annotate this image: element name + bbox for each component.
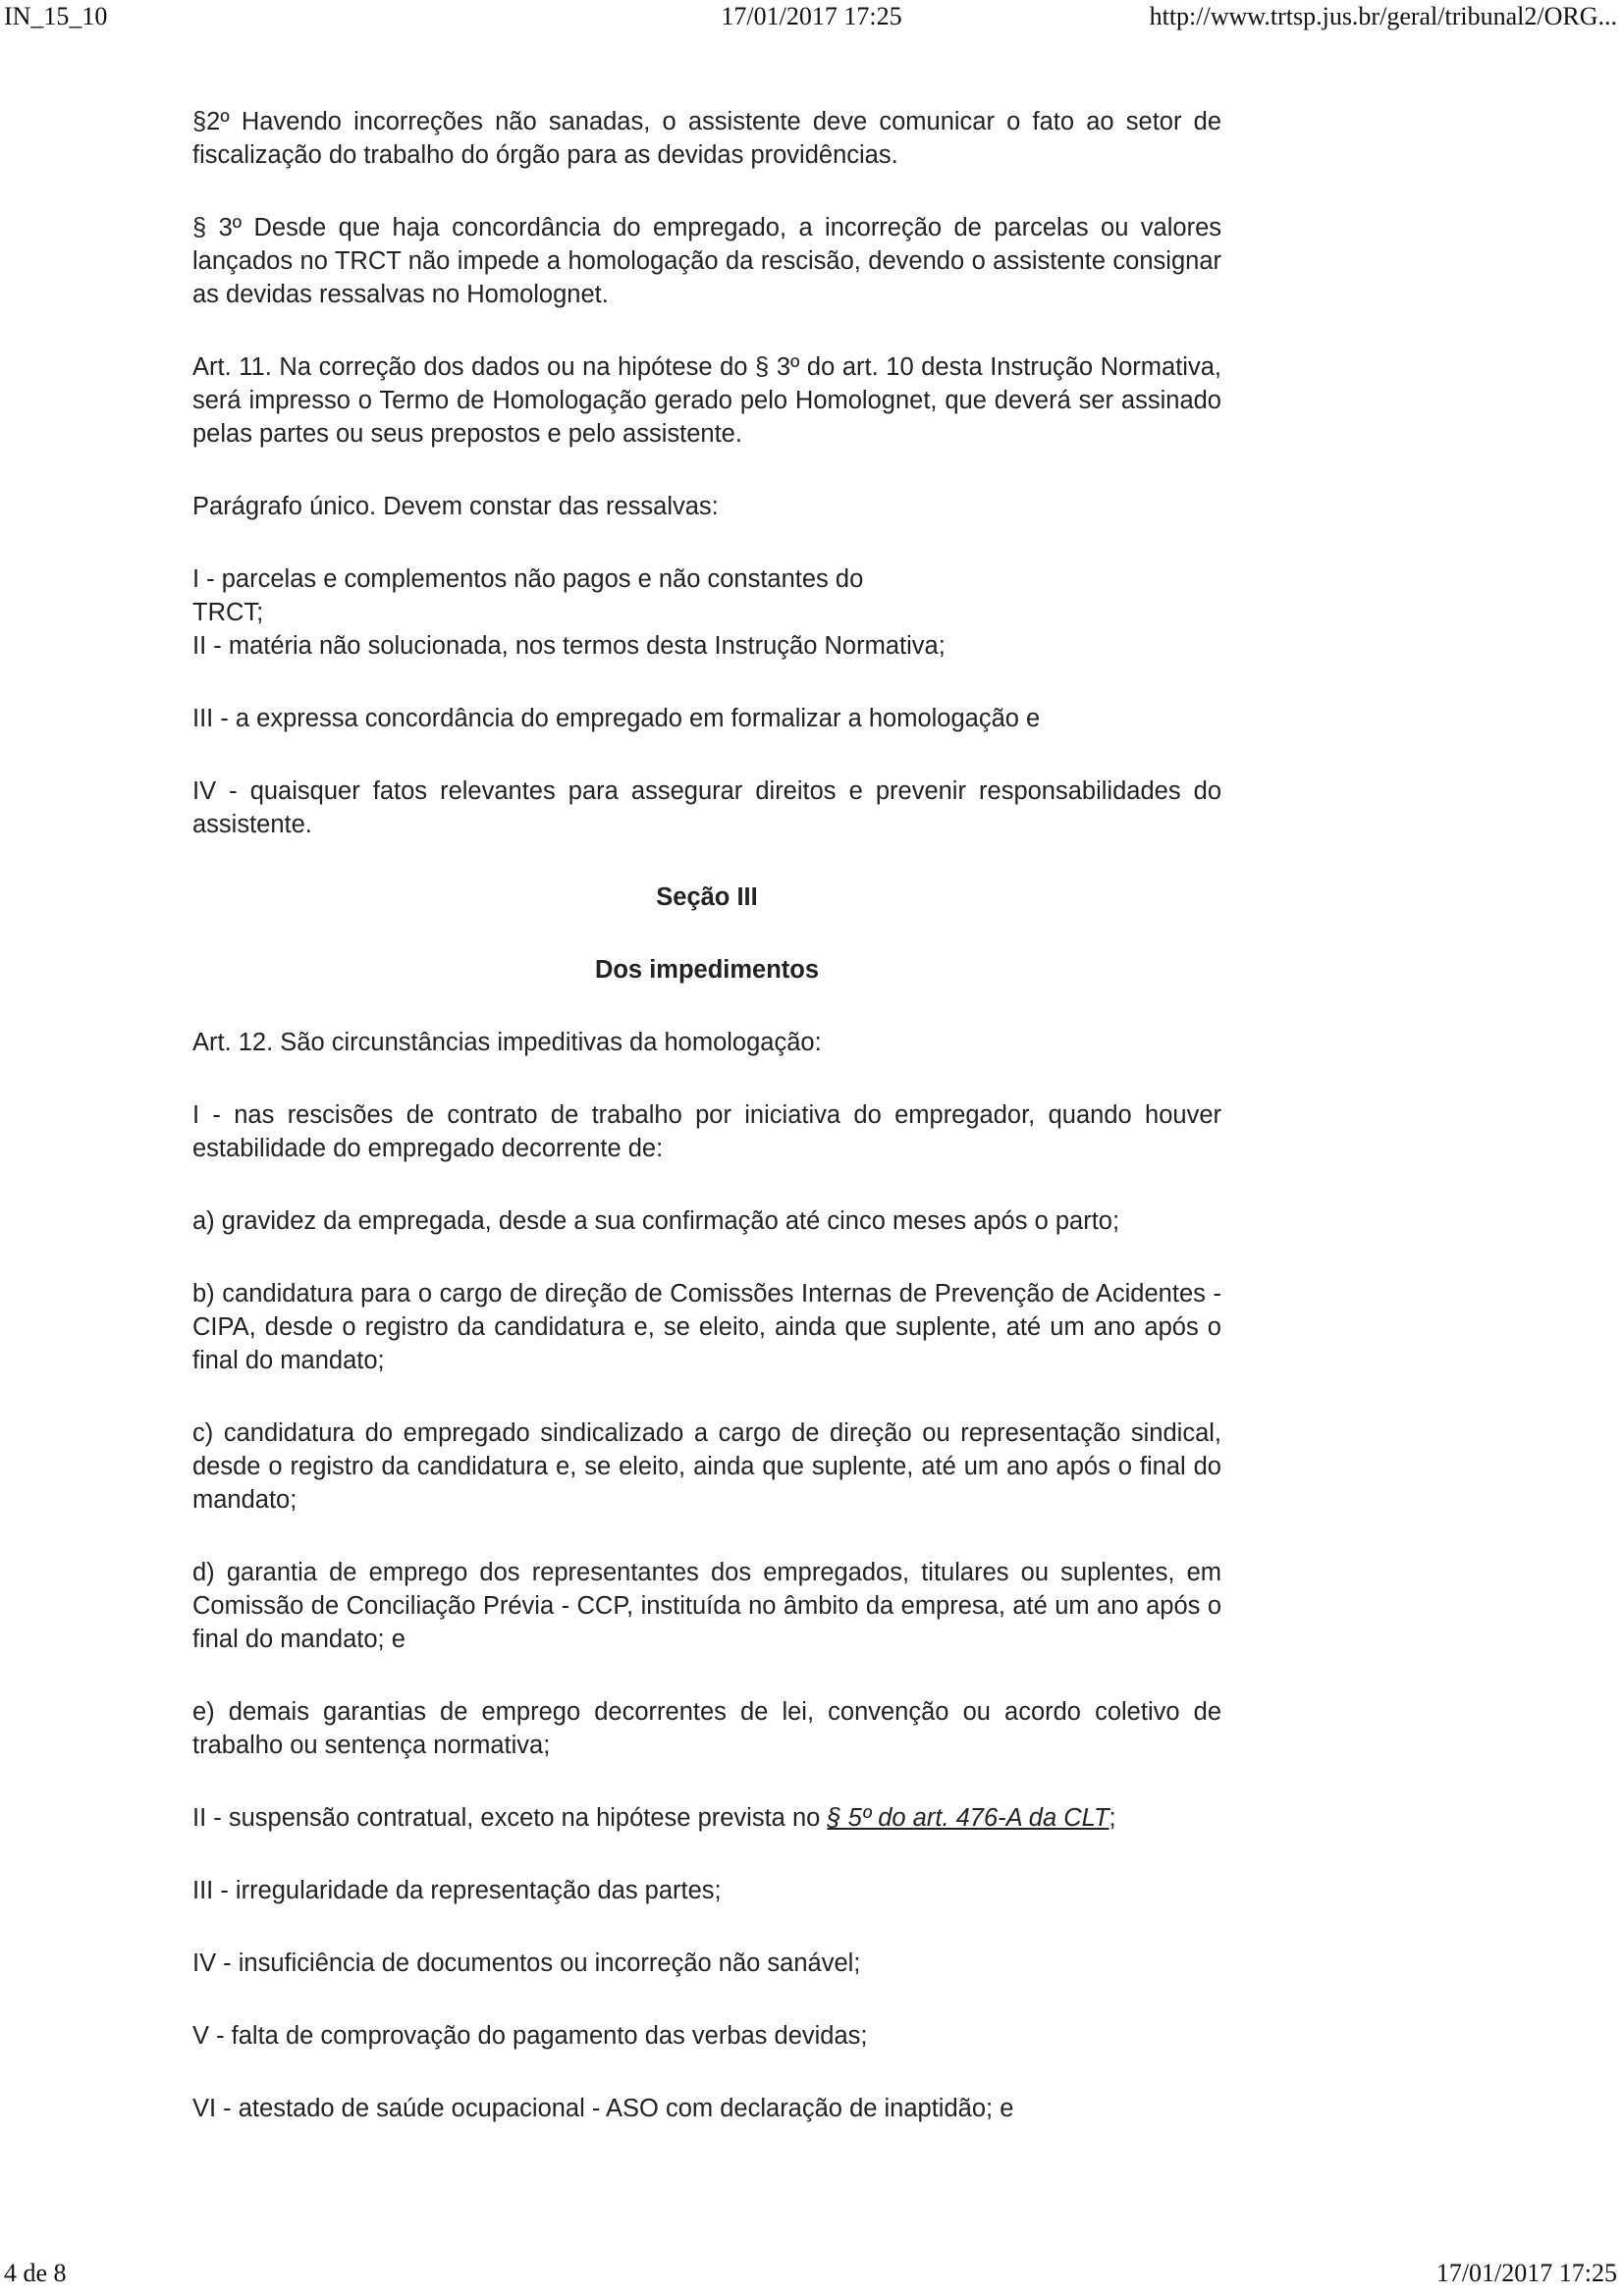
impedimento-item-1: I - nas rescisões de contrato de trabalho por iniciativa do empregador, quando houver estabilidade do empregado decorrente de: <box>192 1101 1221 1162</box>
impedimento-item-3: III - irregularidade da representação das partes; <box>192 1877 722 1904</box>
article-12: Art. 12. São circunstâncias impeditivas da homologação: <box>192 1029 822 1056</box>
impedimento-item-e: e) demais garantias de emprego decorrentes de lei, convenção ou acordo coletivo de trabalho ou sentença normativa; <box>192 1698 1221 1759</box>
clt-article-link[interactable]: § 5º do art. 476-A da CLT <box>827 1804 1109 1832</box>
document-body <box>192 105 1221 2164</box>
ressalva-item-1-line1: I - parcelas e complementos não pagos e não constantes do <box>192 565 864 593</box>
ressalva-item-1-line2: TRCT; <box>192 599 264 626</box>
ressalvas-list <box>192 562 1221 663</box>
section-heading: Seção III <box>656 883 758 911</box>
section-subheading: Dos impedimentos <box>594 956 820 984</box>
article-11: Art. 11. Na correção dos dados ou na hipótese do § 3º do art. 10 desta Instrução Normativa, será impresso o Termo de Homologação gerado pelo Homolognet, que deverá ser assinado pelas partes ou seus prepostos e pelo assistente. <box>192 353 1221 448</box>
impedimento-item-d: d) garantia de emprego dos representantes dos empregados, titulares ou suplentes, em Comissão de Conciliação Prévia - CCP, instituída no âmbito da empresa, até um ano após o final do mandato; e <box>192 1559 1221 1653</box>
header-url: http://www.trtsp.jus.br/geral/tribunal2/ORG... <box>1149 2 1617 30</box>
ressalva-item-4: IV - quaisquer fatos relevantes para assegurar direitos e prevenir responsabilidades do assistente. <box>192 777 1221 838</box>
ressalva-item-3: III - a expressa concordância do empregado em formalizar a homologação e <box>192 705 1041 732</box>
impedimento-item-a: a) gravidez da empregada, desde a sua confirmação até cinco meses após o parto; <box>192 1207 1120 1235</box>
paragrafo-unico: Parágrafo único. Devem constar das ressalvas: <box>192 493 719 520</box>
impedimento-item-2-end: ; <box>1109 1804 1116 1832</box>
impedimento-item-4: IV - insuficiência de documentos ou incorreção não sanável; <box>192 1949 861 1977</box>
footer-datetime: 17/01/2017 17:25 <box>1435 2259 1617 2287</box>
impedimento-item-5: V - falta de comprovação do pagamento das verbas devidas; <box>192 2022 868 2050</box>
paragraph-3: § 3º Desde que haja concordância do empregado, a incorreção de parcelas ou valores lançados no TRCT não impede a homologação da rescisão, devendo o assistente consignar as devidas ressalvas no Homolognet. <box>192 214 1221 308</box>
impedimento-item-b: b) candidatura para o cargo de direção de Comissões Internas de Prevenção de Acidentes - CIPA, desde o registro da candidatura e, se eleito, ainda que suplente, até um ano após o final do mandato; <box>192 1280 1221 1374</box>
impedimento-item-2 <box>192 1801 1221 1835</box>
impedimento-item-c: c) candidatura do empregado sindicalizado a cargo de direção ou representação sindical, desde o registro da candidatura e, se eleito, ainda que suplente, até um ano após o final do mandato; <box>192 1419 1221 1514</box>
impedimento-item-2-text: II - suspensão contratual, exceto na hipótese prevista no <box>192 1804 828 1832</box>
page-counter: 4 de 8 <box>4 2259 67 2287</box>
ressalva-item-2: II - matéria não solucionada, nos termos desta Instrução Normativa; <box>192 632 946 660</box>
header-title: IN_15_10 <box>4 2 108 30</box>
header-datetime: 17/01/2017 17:25 <box>721 2 902 30</box>
paragraph-2: §2º Havendo incorreções não sanadas, o assistente deve comunicar o fato ao setor de fiscalização do trabalho do órgão para as devidas providências. <box>192 108 1221 169</box>
impedimento-item-6: VI - atestado de saúde ocupacional - ASO com declaração de inaptidão; e <box>192 2095 1014 2122</box>
